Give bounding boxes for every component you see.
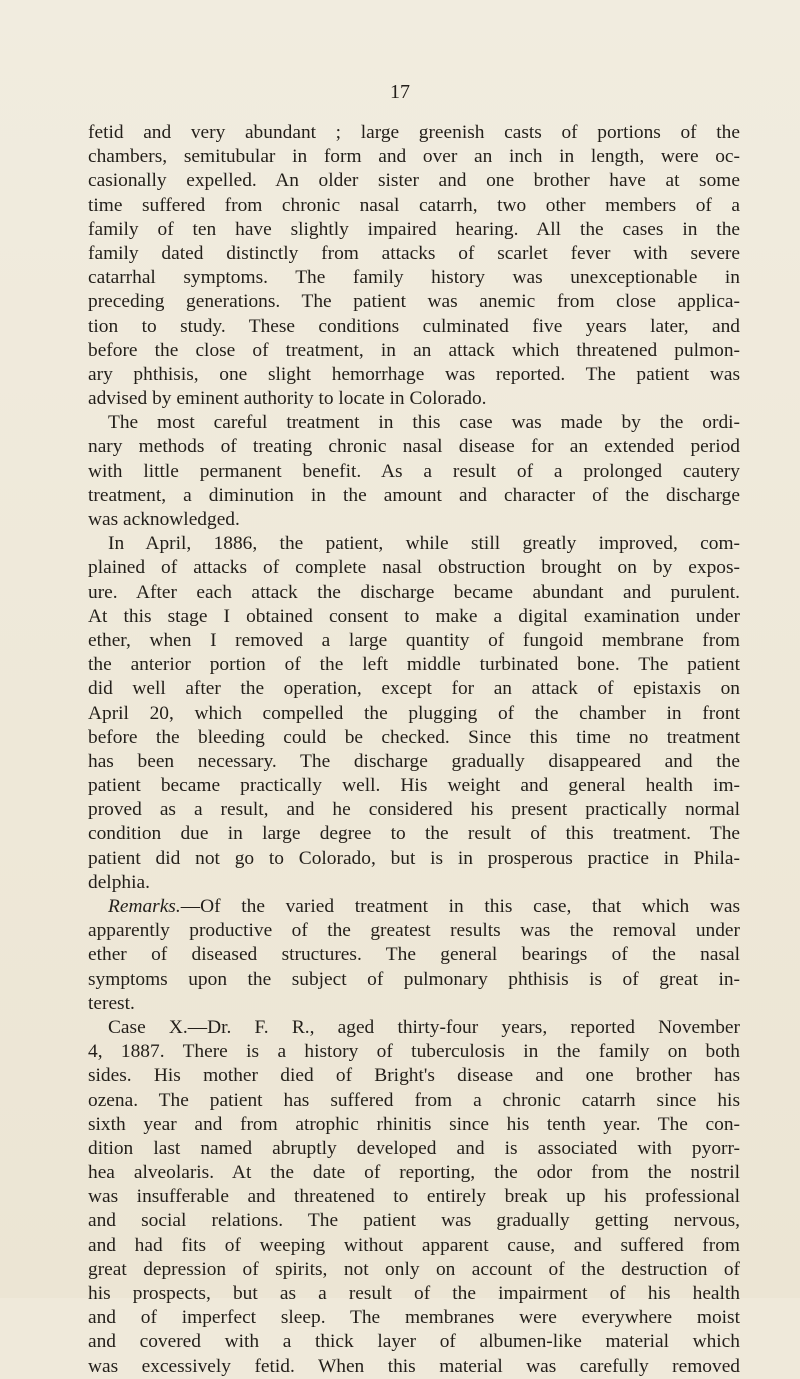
text-line bbox=[88, 242, 740, 266]
text-line bbox=[88, 992, 740, 1016]
text-line bbox=[88, 1234, 740, 1258]
line-text: catarrhal symptoms. The family history was unexceptionable in bbox=[88, 267, 740, 289]
line-text: casionally expelled. An older sister and one brother have at some bbox=[88, 170, 740, 192]
text-line bbox=[88, 968, 740, 992]
line-text: proved as a result, and he considered his present practically normal bbox=[88, 799, 740, 821]
text-line bbox=[88, 1040, 740, 1064]
text-line bbox=[88, 1282, 740, 1306]
line-text: In April, 1886, the patient, while still greatly improved, com- bbox=[108, 533, 740, 555]
line-text: 4, 1887. There is a history of tuberculosis in the family on both bbox=[88, 1041, 740, 1063]
text-line bbox=[88, 1209, 740, 1233]
line-text: apparently productive of the greatest results was the removal under bbox=[88, 920, 740, 942]
text-line bbox=[88, 1185, 740, 1209]
text-line bbox=[88, 1355, 740, 1379]
text-line bbox=[88, 1161, 740, 1185]
text-line bbox=[88, 1306, 740, 1330]
line-text: was insufferable and threatened to entirely break up his professional bbox=[88, 1186, 740, 1208]
text-line bbox=[88, 556, 740, 580]
line-text: was excessively fetid. When this material was carefully removed bbox=[88, 1355, 740, 1377]
text-line bbox=[88, 315, 740, 339]
text-line bbox=[88, 919, 740, 943]
text-line bbox=[88, 702, 740, 726]
text-line bbox=[88, 726, 740, 750]
text-line bbox=[88, 871, 740, 895]
line-text: has been necessary. The discharge gradually disappeared and the bbox=[88, 750, 740, 772]
line-text: —Of the varied treatment in this case, that which was bbox=[180, 896, 740, 917]
text-line bbox=[88, 605, 740, 629]
line-text: ozena. The patient has suffered from a chronic catarrh since his bbox=[88, 1089, 740, 1111]
text-line bbox=[88, 266, 740, 290]
text-line bbox=[88, 677, 740, 701]
line-text: preceding generations. The patient was anemic from close applica- bbox=[88, 291, 740, 313]
text-line bbox=[88, 460, 740, 484]
line-text: and social relations. The patient was gradually getting nervous, bbox=[88, 1210, 740, 1232]
text-line bbox=[88, 629, 740, 653]
line-text: condition due in large degree to the result of this treatment. The bbox=[88, 823, 740, 845]
line-text: and of imperfect sleep. The membranes were everywhere moist bbox=[88, 1307, 740, 1329]
text-line bbox=[88, 508, 740, 532]
text-line bbox=[88, 290, 740, 314]
text-line bbox=[88, 169, 740, 193]
line-text: family of ten have slightly impaired hearing. All the cases in the bbox=[88, 218, 740, 240]
line-text: hea alveolaris. At the date of reporting, the odor from the nostril bbox=[88, 1162, 740, 1184]
line-text: ether of diseased structures. The general bearings of the nasal bbox=[88, 944, 740, 966]
text-line bbox=[88, 121, 740, 145]
line-text: nary methods of treating chronic nasal disease for an extended period bbox=[88, 436, 740, 458]
text-line bbox=[88, 1137, 740, 1161]
text-line bbox=[88, 145, 740, 169]
line-text: April 20, which compelled the plugging of the chamber in front bbox=[88, 702, 740, 724]
text-line bbox=[88, 411, 740, 435]
text-line bbox=[88, 1113, 740, 1137]
body-text bbox=[88, 121, 740, 1379]
text-line bbox=[88, 1089, 740, 1113]
line-text: At this stage I obtained consent to make a digital examination under bbox=[88, 605, 740, 627]
text-line bbox=[88, 387, 740, 411]
page-number: 17 bbox=[390, 81, 410, 103]
text-line bbox=[88, 847, 740, 871]
line-text: The most careful treatment in this case was made by the ordi- bbox=[108, 412, 740, 434]
line-text: was acknowledged. bbox=[88, 509, 240, 530]
line-text: sides. His mother died of Bright's disease and one brother has bbox=[88, 1065, 740, 1087]
text-line bbox=[88, 484, 740, 508]
line-text: before the bleeding could be checked. Since this time no treatment bbox=[88, 726, 740, 748]
line-text: patient became practically well. His weight and general health im- bbox=[88, 775, 740, 797]
text-line bbox=[88, 943, 740, 967]
line-text: time suffered from chronic nasal catarrh, two other members of a bbox=[88, 194, 740, 216]
text-line bbox=[88, 653, 740, 677]
text-line bbox=[88, 798, 740, 822]
text-line bbox=[88, 895, 740, 919]
line-text: did well after the operation, except for an attack of epistaxis on bbox=[88, 678, 740, 700]
line-text: sixth year and from atrophic rhinitis since his tenth year. The con- bbox=[88, 1113, 740, 1135]
text-line bbox=[88, 822, 740, 846]
line-text: ure. After each attack the discharge became abundant and purulent. bbox=[88, 581, 740, 603]
line-text: symptoms upon the subject of pulmonary phthisis is of great in- bbox=[88, 968, 740, 990]
line-text: before the close of treatment, in an attack which threatened pulmon- bbox=[88, 339, 740, 361]
line-text: and covered with a thick layer of albumen-like material which bbox=[88, 1331, 740, 1353]
line-text: ary phthisis, one slight hemorrhage was reported. The patient was bbox=[88, 363, 740, 385]
text-line bbox=[88, 363, 740, 387]
line-text: plained of attacks of complete nasal obstruction brought on by expos- bbox=[88, 557, 740, 579]
line-text: treatment, a diminution in the amount and character of the discharge bbox=[88, 484, 740, 506]
remarks-heading: Remarks. bbox=[108, 896, 181, 917]
text-line bbox=[88, 1330, 740, 1354]
line-text: terest. bbox=[88, 992, 135, 1014]
line-text: ether, when I removed a large quantity of fungoid membrane from bbox=[88, 629, 740, 651]
line-text: the anterior portion of the left middle turbinated bone. The patient bbox=[88, 654, 740, 676]
text-line bbox=[88, 1064, 740, 1088]
text-line bbox=[88, 750, 740, 774]
line-text: patient did not go to Colorado, but is in prosperous practice in Phila- bbox=[88, 847, 740, 869]
line-text: with little permanent benefit. As a result of a prolonged cautery bbox=[88, 460, 740, 482]
text-line bbox=[88, 1016, 740, 1040]
text-line bbox=[88, 435, 740, 459]
text-line bbox=[88, 218, 740, 242]
line-text: fetid and very abundant ; large greenish casts of portions of the bbox=[88, 122, 740, 143]
text-line bbox=[88, 581, 740, 605]
line-text: great depression of spirits, not only on account of the destruction of bbox=[88, 1258, 740, 1280]
text-line bbox=[88, 194, 740, 218]
line-text: dition last named abruptly developed and is associated with pyorr- bbox=[88, 1137, 740, 1159]
text-line bbox=[88, 532, 740, 556]
line-text: and had fits of weeping without apparent cause, and suffered from bbox=[88, 1234, 740, 1256]
line-text: chambers, semitubular in form and over an inch in length, were oc- bbox=[88, 146, 740, 168]
line-text: Case X.—Dr. F. R., aged thirty-four years, reported November bbox=[108, 1016, 740, 1038]
text-line bbox=[88, 1258, 740, 1282]
line-text: his prospects, but as a result of the impairment of his health bbox=[88, 1283, 740, 1304]
line-text: delphia. bbox=[88, 871, 150, 893]
line-text: tion to study. These conditions culminated five years later, and bbox=[88, 315, 740, 337]
text-line bbox=[88, 774, 740, 798]
line-text: advised by eminent authority to locate in Colorado. bbox=[88, 388, 487, 410]
text-line bbox=[88, 339, 740, 363]
line-text: family dated distinctly from attacks of scarlet fever with severe bbox=[88, 242, 740, 264]
